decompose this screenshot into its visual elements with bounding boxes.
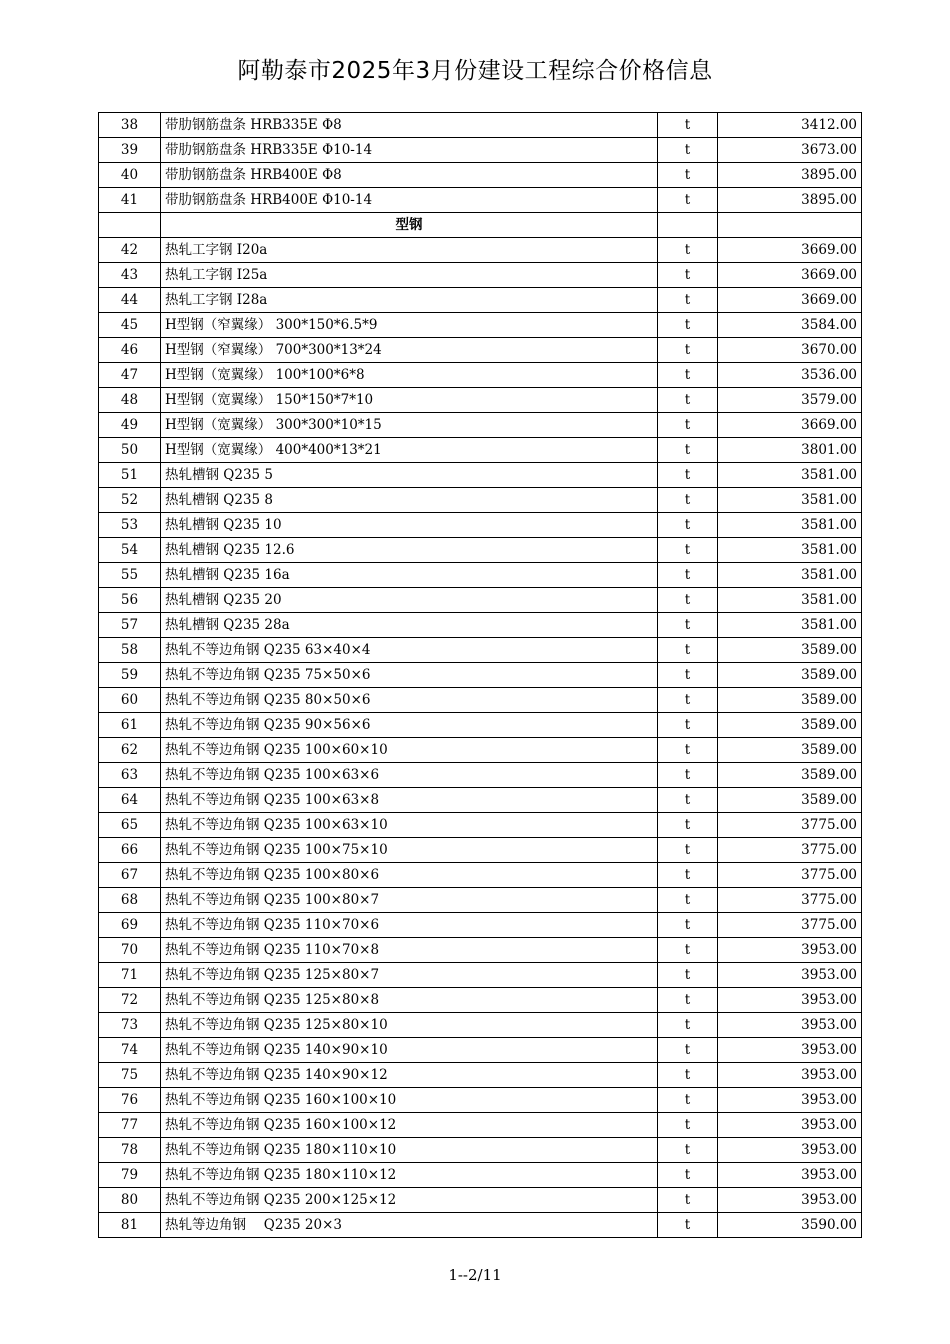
item-unit: t — [658, 338, 718, 363]
item-price: 3953.00 — [718, 938, 862, 963]
item-unit: t — [658, 238, 718, 263]
item-name: 热轧不等边角钢 Q235 125×80×8 — [161, 988, 658, 1013]
item-number: 81 — [99, 1213, 161, 1238]
table-row — [99, 1038, 862, 1063]
item-name: 热轧不等边角钢 Q235 100×63×10 — [161, 813, 658, 838]
item-name: 热轧不等边角钢 Q235 100×75×10 — [161, 838, 658, 863]
table-row — [99, 488, 862, 513]
item-price: 3589.00 — [718, 763, 862, 788]
table-row — [99, 388, 862, 413]
item-unit: t — [658, 1088, 718, 1113]
item-name: 热轧不等边角钢 Q235 140×90×10 — [161, 1038, 658, 1063]
item-number: 56 — [99, 588, 161, 613]
item-price: 3584.00 — [718, 313, 862, 338]
item-unit: t — [658, 113, 718, 138]
item-number: 55 — [99, 563, 161, 588]
item-number: 61 — [99, 713, 161, 738]
item-name: 热轧工字钢 I20a — [161, 238, 658, 263]
item-unit: t — [658, 938, 718, 963]
item-price: 3669.00 — [718, 413, 862, 438]
item-name: 热轧不等边角钢 Q235 125×80×7 — [161, 963, 658, 988]
item-price: 3953.00 — [718, 1113, 862, 1138]
table-row — [99, 763, 862, 788]
item-number: 74 — [99, 1038, 161, 1063]
item-unit: t — [658, 588, 718, 613]
table-row — [99, 163, 862, 188]
item-number — [99, 213, 161, 238]
item-price: 3669.00 — [718, 288, 862, 313]
table-row — [99, 713, 862, 738]
item-number: 73 — [99, 1013, 161, 1038]
table-row — [99, 663, 862, 688]
table-row — [99, 613, 862, 638]
item-unit: t — [658, 1213, 718, 1238]
item-unit: t — [658, 138, 718, 163]
table-row — [99, 438, 862, 463]
table-row — [99, 463, 862, 488]
item-number: 77 — [99, 1113, 161, 1138]
item-number: 54 — [99, 538, 161, 563]
table-row — [99, 688, 862, 713]
section-title: 型钢 — [161, 213, 658, 238]
item-name: H型钢（宽翼缘） 150*150*7*10 — [161, 388, 658, 413]
item-name: H型钢（宽翼缘） 100*100*6*8 — [161, 363, 658, 388]
item-unit: t — [658, 563, 718, 588]
item-unit: t — [658, 538, 718, 563]
item-price: 3669.00 — [718, 263, 862, 288]
table-row — [99, 338, 862, 363]
item-price: 3579.00 — [718, 388, 862, 413]
item-name: 带肋钢筋盘条 HRB335E Φ8 — [161, 113, 658, 138]
item-unit: t — [658, 838, 718, 863]
item-price: 3775.00 — [718, 913, 862, 938]
item-unit: t — [658, 488, 718, 513]
item-price: 3581.00 — [718, 563, 862, 588]
item-name: 热轧不等边角钢 Q235 100×80×6 — [161, 863, 658, 888]
item-price: 3581.00 — [718, 488, 862, 513]
item-price: 3581.00 — [718, 538, 862, 563]
table-row — [99, 1088, 862, 1113]
table-row — [99, 988, 862, 1013]
item-unit — [658, 213, 718, 238]
item-price: 3775.00 — [718, 888, 862, 913]
item-number: 42 — [99, 238, 161, 263]
item-unit: t — [658, 288, 718, 313]
item-number: 44 — [99, 288, 161, 313]
item-number: 41 — [99, 188, 161, 213]
item-unit: t — [658, 1163, 718, 1188]
item-unit: t — [658, 313, 718, 338]
table-row — [99, 313, 862, 338]
item-name: 热轧不等边角钢 Q235 100×80×7 — [161, 888, 658, 913]
item-number: 46 — [99, 338, 161, 363]
item-number: 53 — [99, 513, 161, 538]
item-number: 69 — [99, 913, 161, 938]
table-row — [99, 138, 862, 163]
item-name: H型钢（窄翼缘） 700*300*13*24 — [161, 338, 658, 363]
table-row — [99, 188, 862, 213]
item-number: 58 — [99, 638, 161, 663]
item-price: 3670.00 — [718, 338, 862, 363]
item-price: 3895.00 — [718, 188, 862, 213]
item-number: 52 — [99, 488, 161, 513]
item-price: 3589.00 — [718, 638, 862, 663]
item-name: 热轧不等边角钢 Q235 180×110×12 — [161, 1163, 658, 1188]
item-name: 热轧不等边角钢 Q235 200×125×12 — [161, 1188, 658, 1213]
item-name: 热轧槽钢 Q235 8 — [161, 488, 658, 513]
item-number: 72 — [99, 988, 161, 1013]
item-price: 3590.00 — [718, 1213, 862, 1238]
item-price: 3953.00 — [718, 1013, 862, 1038]
table-row — [99, 1138, 862, 1163]
item-name: 热轧不等边角钢 Q235 110×70×8 — [161, 938, 658, 963]
item-number: 71 — [99, 963, 161, 988]
item-name: 热轧不等边角钢 Q235 100×60×10 — [161, 738, 658, 763]
item-number: 65 — [99, 813, 161, 838]
table-row — [99, 288, 862, 313]
item-price: 3589.00 — [718, 738, 862, 763]
item-price: 3589.00 — [718, 713, 862, 738]
table-row — [99, 238, 862, 263]
item-unit: t — [658, 1063, 718, 1088]
item-price: 3581.00 — [718, 588, 862, 613]
item-name: 热轧槽钢 Q235 16a — [161, 563, 658, 588]
table-row — [99, 1013, 862, 1038]
item-price: 3536.00 — [718, 363, 862, 388]
item-unit: t — [658, 638, 718, 663]
item-unit: t — [658, 263, 718, 288]
item-name: 热轧不等边角钢 Q235 75×50×6 — [161, 663, 658, 688]
item-name: 热轧槽钢 Q235 20 — [161, 588, 658, 613]
item-price: 3412.00 — [718, 113, 862, 138]
item-number: 60 — [99, 688, 161, 713]
item-unit: t — [658, 988, 718, 1013]
item-price: 3953.00 — [718, 1163, 862, 1188]
table-row — [99, 1213, 862, 1238]
item-unit: t — [658, 1013, 718, 1038]
table-row — [99, 788, 862, 813]
item-price: 3775.00 — [718, 838, 862, 863]
table-row — [99, 1113, 862, 1138]
price-table-body — [99, 113, 862, 1238]
item-name: 热轧不等边角钢 Q235 160×100×12 — [161, 1113, 658, 1138]
item-price: 3589.00 — [718, 663, 862, 688]
item-name: 带肋钢筋盘条 HRB400E Φ8 — [161, 163, 658, 188]
item-unit: t — [658, 763, 718, 788]
item-name: H型钢（窄翼缘） 300*150*6.5*9 — [161, 313, 658, 338]
item-price: 3669.00 — [718, 238, 862, 263]
item-name: H型钢（宽翼缘） 300*300*10*15 — [161, 413, 658, 438]
table-row — [99, 263, 862, 288]
table-row — [99, 1063, 862, 1088]
table-row — [99, 638, 862, 663]
item-unit: t — [658, 1188, 718, 1213]
item-name: 热轧不等边角钢 Q235 100×63×8 — [161, 788, 658, 813]
item-unit: t — [658, 813, 718, 838]
item-price: 3801.00 — [718, 438, 862, 463]
item-unit: t — [658, 613, 718, 638]
item-name: 热轧等边角钢 Q235 20×3 — [161, 1213, 658, 1238]
item-unit: t — [658, 463, 718, 488]
item-number: 49 — [99, 413, 161, 438]
item-unit: t — [658, 163, 718, 188]
item-number: 68 — [99, 888, 161, 913]
item-price — [718, 213, 862, 238]
table-row — [99, 913, 862, 938]
item-number: 62 — [99, 738, 161, 763]
item-unit: t — [658, 713, 718, 738]
item-number: 38 — [99, 113, 161, 138]
item-price: 3589.00 — [718, 788, 862, 813]
item-name: 热轧不等边角钢 Q235 180×110×10 — [161, 1138, 658, 1163]
item-unit: t — [658, 788, 718, 813]
item-price: 3953.00 — [718, 1038, 862, 1063]
page-title: 阿勒泰市2025年3月份建设工程综合价格信息 — [237, 58, 713, 84]
item-number: 70 — [99, 938, 161, 963]
item-price: 3895.00 — [718, 163, 862, 188]
item-price: 3775.00 — [718, 863, 862, 888]
item-name: H型钢（宽翼缘） 400*400*13*21 — [161, 438, 658, 463]
item-number: 57 — [99, 613, 161, 638]
item-price: 3581.00 — [718, 613, 862, 638]
item-unit: t — [658, 388, 718, 413]
table-row — [99, 588, 862, 613]
table-row — [99, 513, 862, 538]
item-name: 热轧槽钢 Q235 10 — [161, 513, 658, 538]
item-number: 79 — [99, 1163, 161, 1188]
item-name: 热轧不等边角钢 Q235 140×90×12 — [161, 1063, 658, 1088]
item-name: 热轧不等边角钢 Q235 110×70×6 — [161, 913, 658, 938]
item-price: 3953.00 — [718, 1063, 862, 1088]
item-unit: t — [658, 1113, 718, 1138]
table-row — [99, 563, 862, 588]
item-unit: t — [658, 438, 718, 463]
item-number: 59 — [99, 663, 161, 688]
item-price: 3673.00 — [718, 138, 862, 163]
table-row — [99, 838, 862, 863]
item-number: 64 — [99, 788, 161, 813]
item-number: 39 — [99, 138, 161, 163]
item-name: 热轧不等边角钢 Q235 63×40×4 — [161, 638, 658, 663]
item-price: 3581.00 — [718, 463, 862, 488]
item-price: 3775.00 — [718, 813, 862, 838]
table-row — [99, 538, 862, 563]
table-row — [99, 738, 862, 763]
item-price: 3953.00 — [718, 963, 862, 988]
item-number: 66 — [99, 838, 161, 863]
item-name: 热轧工字钢 I25a — [161, 263, 658, 288]
item-name: 热轧槽钢 Q235 28a — [161, 613, 658, 638]
item-price: 3589.00 — [718, 688, 862, 713]
table-row — [99, 888, 862, 913]
page-number: 1--2/11 — [448, 1266, 502, 1284]
table-row — [99, 413, 862, 438]
item-unit: t — [658, 738, 718, 763]
item-price: 3953.00 — [718, 1188, 862, 1213]
item-name: 热轧不等边角钢 Q235 160×100×10 — [161, 1088, 658, 1113]
item-name: 热轧不等边角钢 Q235 80×50×6 — [161, 688, 658, 713]
item-unit: t — [658, 888, 718, 913]
item-number: 51 — [99, 463, 161, 488]
item-price: 3953.00 — [718, 1138, 862, 1163]
item-unit: t — [658, 413, 718, 438]
item-unit: t — [658, 863, 718, 888]
item-number: 40 — [99, 163, 161, 188]
price-table — [98, 112, 862, 1238]
item-unit: t — [658, 513, 718, 538]
item-unit: t — [658, 688, 718, 713]
item-number: 78 — [99, 1138, 161, 1163]
table-row — [99, 1163, 862, 1188]
item-price: 3953.00 — [718, 988, 862, 1013]
item-number: 80 — [99, 1188, 161, 1213]
section-header-row — [99, 213, 862, 238]
item-unit: t — [658, 663, 718, 688]
item-name: 热轧工字钢 I28a — [161, 288, 658, 313]
item-name: 热轧槽钢 Q235 5 — [161, 463, 658, 488]
item-number: 45 — [99, 313, 161, 338]
item-unit: t — [658, 1138, 718, 1163]
table-row — [99, 813, 862, 838]
item-number: 47 — [99, 363, 161, 388]
item-unit: t — [658, 913, 718, 938]
item-name: 带肋钢筋盘条 HRB335E Φ10-14 — [161, 138, 658, 163]
item-unit: t — [658, 963, 718, 988]
item-unit: t — [658, 1038, 718, 1063]
table-row — [99, 363, 862, 388]
item-name: 热轧不等边角钢 Q235 100×63×6 — [161, 763, 658, 788]
item-unit: t — [658, 188, 718, 213]
item-name: 热轧不等边角钢 Q235 125×80×10 — [161, 1013, 658, 1038]
item-number: 50 — [99, 438, 161, 463]
item-price: 3953.00 — [718, 1088, 862, 1113]
item-number: 43 — [99, 263, 161, 288]
item-number: 76 — [99, 1088, 161, 1113]
table-row — [99, 113, 862, 138]
table-row — [99, 963, 862, 988]
table-row — [99, 1188, 862, 1213]
table-row — [99, 938, 862, 963]
item-name: 热轧不等边角钢 Q235 90×56×6 — [161, 713, 658, 738]
item-number: 48 — [99, 388, 161, 413]
item-number: 63 — [99, 763, 161, 788]
item-number: 75 — [99, 1063, 161, 1088]
item-name: 热轧槽钢 Q235 12.6 — [161, 538, 658, 563]
item-price: 3581.00 — [718, 513, 862, 538]
item-unit: t — [658, 363, 718, 388]
item-name: 带肋钢筋盘条 HRB400E Φ10-14 — [161, 188, 658, 213]
table-row — [99, 863, 862, 888]
item-number: 67 — [99, 863, 161, 888]
